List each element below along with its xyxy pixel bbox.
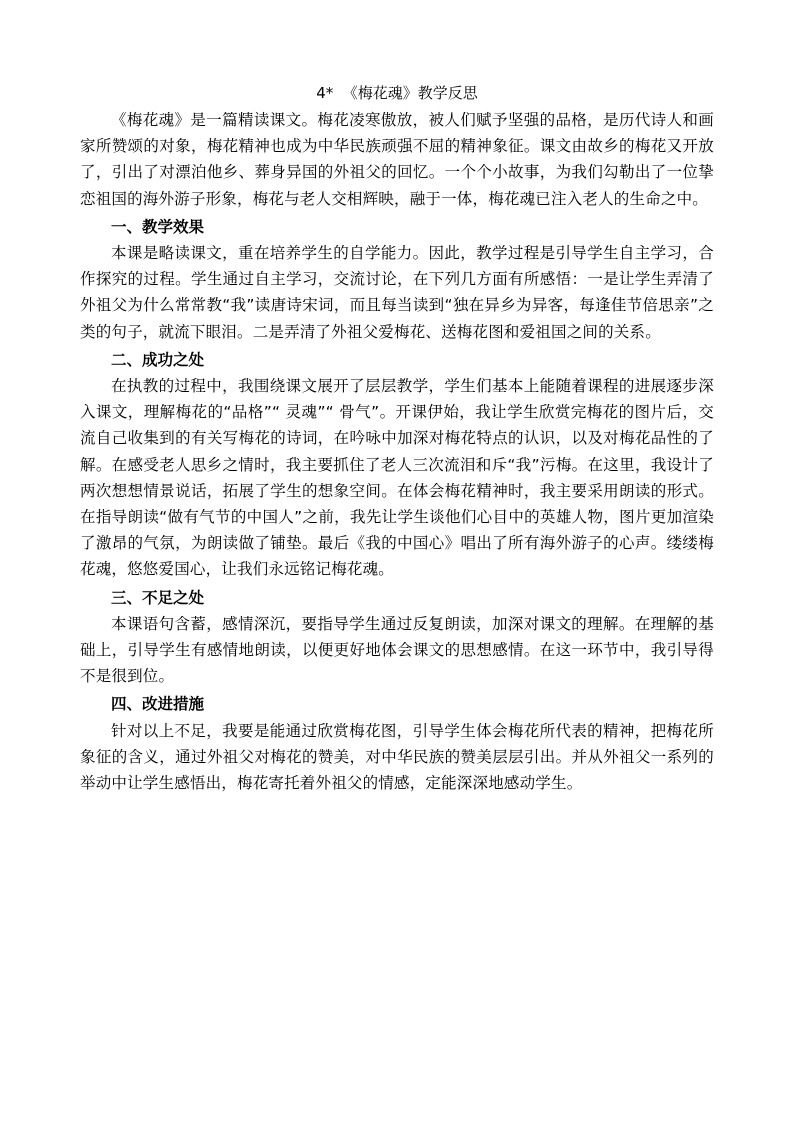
section-heading-improvements: 四、改进措施 — [111, 695, 205, 714]
section-heading-teaching-effect: 一、教学效果 — [111, 217, 205, 236]
section-heading-shortcomings: 三、不足之处 — [111, 588, 205, 607]
section-body-teaching-effect: 本课是略读课文，重在培养学生的自学能力。因此，教学过程是引导学生自主学习，合作探究的过程。学生通过自主学习，交流讨论，在下列几方面有所感悟：一是让学生弄清了外祖父为什么常常教“我”读唐诗宋词，而且每当读到“独在异乡为异客，每逢佳节倍思亲”之类的句子，就流下眼泪。二是弄清了外祖父爱梅花、送梅花图和爱祖国之间的关系。 — [80, 244, 714, 341]
section-body-shortcomings: 本课语句含蓄，感情深沉，要指导学生通过反复朗读，加深对课文的理解。在理解的基础上，引导学生有感情地朗读，以便更好地体会课文的思想感情。在这一环节中，我引导得不是很到位。 — [80, 614, 714, 686]
intro-paragraph: 《梅花魂》是一篇精读课文。梅花凌寒傲放，被人们赋予坚强的品格，是历代诗人和画家所赞颂的对象，梅花精神也成为中华民族顽强不屈的精神象征。课文由故乡的梅花又开放了，引出了对漂泊他乡、葬身异国的外祖父的回忆。一个个小故事，为我们勾勒出了一位挚恋祖国的海外游子形象，梅花与老人交相辉映，融于一体，梅花魂已注入老人的生命之中。 — [80, 111, 714, 208]
section-heading-successes: 二、成功之处 — [111, 350, 205, 369]
document-title: 4* 《梅花魂》教学反思 — [316, 84, 478, 102]
section-body-improvements: 针对以上不足，我要是能通过欣赏梅花图，引导学生体会梅花所代表的精神，把梅花所象征的含义，通过外祖父对梅花的赞美，对中华民族的赞美层层引出。并从外祖父一系列的举动中让学生感悟出，梅花寄托着外祖父的情感，定能深深地感动学生。 — [80, 721, 714, 793]
section-body-successes: 在执教的过程中，我围绕课文展开了层层教学，学生们基本上能随着课程的进展逐步深入课文，理解梅花的“品格”“ 灵魂”“ 骨气”。开课伊始，我让学生欣赏完梅花的图片后，交流自己收集到的有关写梅花的诗词，在吟咏中加深对梅花特点的认识，以及对梅花品性的了解。在感受老人思乡之情时，我主要抓住了老人三次流泪和斥“我”污梅。在这里，我设计了两次想想情景说话，拓展了学生的想象空间。在体会梅花精神时，我主要采用朗读的形式。在指导朗读“做有气节的中国人”之前，我先让学生谈他们心目中的英雄人物，图片更加渲染了激昂的气氛，为朗读做了铺垫。最后《我的中国心》唱出了所有海外游子的心声。缕缕梅花魂，悠悠爱国心，让我们永远铭记梅花魂。 — [80, 377, 714, 579]
